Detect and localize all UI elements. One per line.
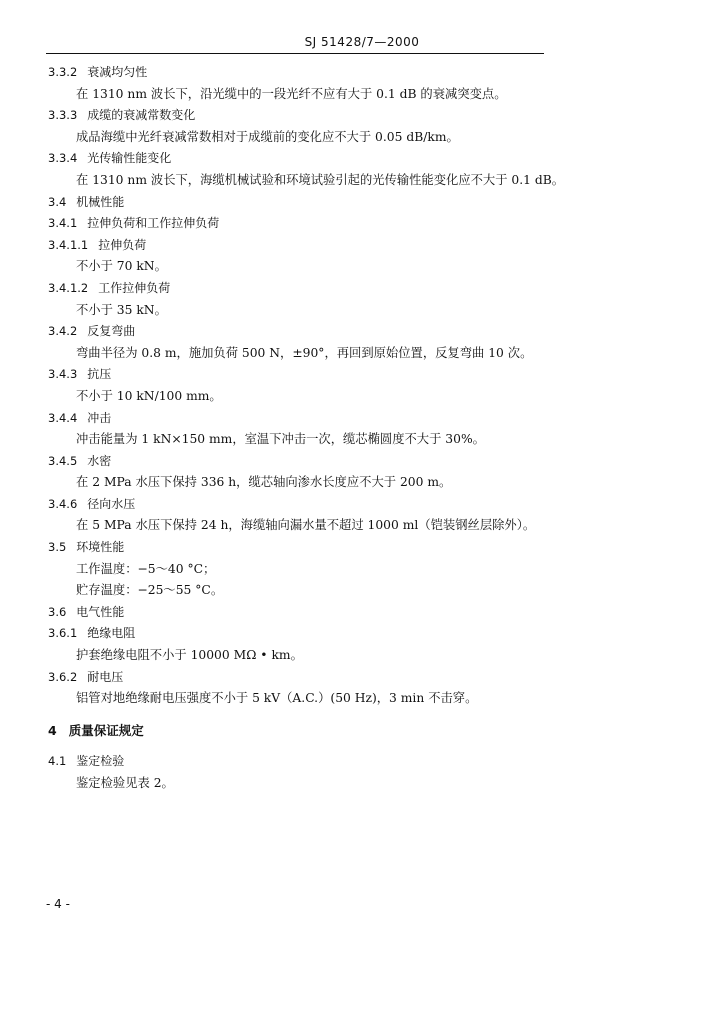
- section-heading: 3.4.4 冲击: [48, 410, 112, 425]
- section-heading: 3.3.2 衰减均匀性: [48, 65, 148, 79]
- section-text: 不小于 70 kN。: [76, 259, 167, 274]
- section-text: 在 1310 nm 波长下，海缆机械试验和环境试验引起的光传输性能变化应不大于 0.1 dB。: [76, 172, 565, 187]
- section-text: 护套绝缘电阻不小于 10000 MΩ • km。: [76, 648, 303, 663]
- section-heading: 4.1 鉴定检验: [48, 754, 125, 769]
- section-heading: 3.4.1 拉伸负荷和工作拉伸负荷: [48, 216, 220, 231]
- section-text: 不小于 35 kN。: [76, 302, 167, 317]
- section-text: 在 2 MPa 水压下保持 336 h，缆芯轴向渗水长度应不大于 200 m。: [76, 475, 452, 490]
- section-heading: 3.6.1 绝缘电阻: [48, 626, 136, 641]
- section-text: 鉴定检验见表 2。: [76, 776, 174, 790]
- section-text: 成品海缆中光纤衰减常数相对于成缆前的变化应不大于 0.05 dB/km。: [76, 129, 459, 144]
- section-heading: 3.3.3 成缆的衰减常数变化: [48, 108, 196, 123]
- section-heading: 3.4 机械性能: [48, 194, 125, 209]
- document-body: [0, 62, 724, 795]
- section-heading: 3.4.5 水密: [48, 453, 112, 468]
- section-heading: 3.4.6 径向水压: [48, 496, 136, 511]
- section-text: 贮存温度：−25～55 °C。: [76, 583, 224, 598]
- page-header: SJ 51428/7—2000: [304, 35, 420, 49]
- page-number: - 4 -: [46, 897, 70, 911]
- section-text: 在 5 MPa 水压下保持 24 h，海缆轴向漏水量不超过 1000 ml（铠装钢丝层除外）。: [76, 518, 536, 533]
- section-text: 工作温度：−5～40 °C；: [76, 561, 216, 576]
- section-heading: 3.4.3 抗压: [48, 367, 112, 382]
- section-heading: 3.4.2 反复弯曲: [48, 324, 136, 339]
- header-rule: [46, 53, 544, 54]
- section-text: 铝管对地绝缘耐电压强度不小于 5 kV（A.C.）(50 Hz)，3 min 不击穿。: [76, 691, 478, 706]
- section-heading: 3.6.2 耐电压: [48, 669, 124, 684]
- section-heading: 3.6 电气性能: [48, 604, 125, 619]
- section-heading: 3.4.1.2 工作拉伸负荷: [48, 280, 171, 295]
- section-text: 弯曲半径为 0.8 m，施加负荷 500 N，±90°，再回到原始位置，反复弯曲 10 次。: [76, 345, 533, 360]
- chapter-heading: 4 质量保证规定: [48, 722, 144, 738]
- section-heading: 3.3.4 光传输性能变化: [48, 151, 172, 166]
- section-heading: 3.4.1.1 拉伸负荷: [48, 237, 147, 252]
- section-text: 不小于 10 kN/100 mm。: [76, 388, 222, 403]
- section-text: 冲击能量为 1 kN×150 mm，室温下冲击一次，缆芯椭圆度不大于 30%。: [76, 432, 485, 447]
- section-heading: 3.5 环境性能: [48, 540, 125, 555]
- section-text: 在 1310 nm 波长下，沿光缆中的一段光纤不应有大于 0.1 dB 的衰减突变点。: [76, 86, 507, 101]
